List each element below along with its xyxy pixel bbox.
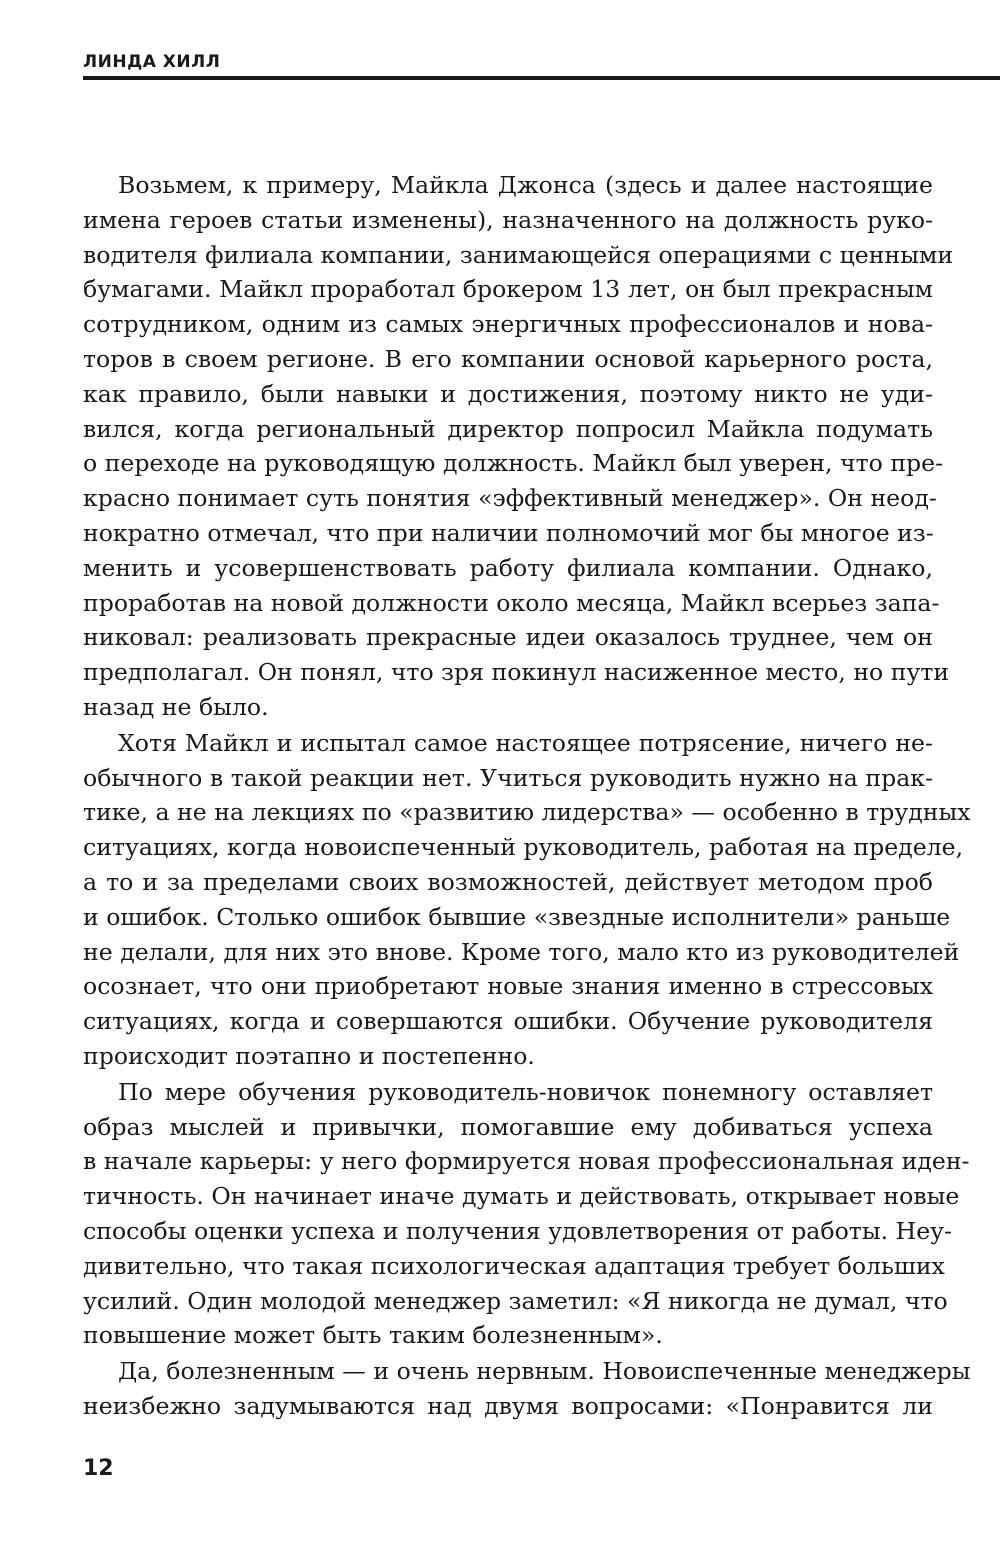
text-line: о переходе на руководящую должность. Майкл был уверен, что пре- [83, 449, 944, 478]
paragraph [83, 1354, 971, 1424]
text-line: тичность. Он начинает иначе думать и действовать, открывает новые [83, 1182, 960, 1211]
text-line: неизбежно задумываются над двумя вопросами: «Понравится ли [83, 1391, 933, 1420]
text-line: Хотя Майкл и испытал самое настоящее потрясение, ничего не- [118, 728, 933, 757]
text-line: Да, болезненным — и очень нервным. Новоиспеченные менеджеры [118, 1357, 971, 1386]
text-line: повышение может быть таким болезненным». [83, 1321, 663, 1350]
header-rule [83, 76, 1000, 80]
text-line: предполагал. Он понял, что зря покинул насиженное место, но пути [83, 658, 950, 687]
text-line: происходит поэтапно и постепенно. [83, 1041, 535, 1070]
text-line: водителя филиала компании, занимающейся операциями с ценными [83, 240, 954, 269]
page-number: 12 [83, 1456, 114, 1481]
text-line: никовал: реализовать прекрасные идеи оказалось труднее, чем он [83, 623, 933, 652]
running-head-author: ЛИНДА ХИЛЛ [83, 52, 221, 72]
paragraph [83, 168, 954, 725]
text-line: в начале карьеры: у него формируется новая профессиональная иден- [83, 1147, 970, 1176]
text-line: торов в своем регионе. В его компании основой карьерного роста, [83, 344, 933, 373]
text-line: как правило, были навыки и достижения, поэтому никто не уди- [83, 379, 933, 408]
text-line: вился, когда региональный директор попросил Майкла подумать [83, 414, 933, 443]
text-line: а то и за пределами своих возможностей, действует методом проб [83, 867, 933, 896]
body-text [83, 168, 971, 1424]
text-line: назад не было. [83, 692, 269, 721]
paragraph [83, 1075, 970, 1353]
text-line: менить и усовершенствовать работу филиала компании. Однако, [83, 553, 933, 582]
text-line: По мере обучения руководитель-новичок понемногу оставляет [118, 1077, 933, 1106]
text-line: нократно отмечал, что при наличии полномочий мог бы многое из- [83, 518, 934, 547]
text-line: сотрудником, одним из самых энергичных профессионалов и нова- [83, 310, 933, 339]
text-line: усилий. Один молодой менеджер заметил: «Я никогда не думал, что [83, 1286, 948, 1315]
text-line: бумагами. Майкл проработал брокером 13 лет, он был прекрасным [83, 275, 933, 304]
text-line: Возьмем, к примеру, Майкла Джонса (здесь и далее настоящие [118, 171, 933, 199]
paragraph [83, 726, 971, 1074]
text-line: красно понимает суть понятия «эффективный менеджер». Он неод- [83, 484, 937, 513]
text-line: дивительно, что такая психологическая адаптация требует больших [83, 1251, 945, 1280]
text-line: ситуациях, когда и совершаются ошибки. Обучение руководителя [83, 1007, 933, 1036]
text-line: не делали, для них это внове. Кроме того, мало кто из руководителей [83, 937, 960, 966]
text-line: имена героев статьи изменены), назначенного на должность руко- [83, 205, 933, 234]
text-line: и ошибок. Столько ошибок бывшие «звездные исполнители» раньше [83, 902, 951, 931]
text-line: обычного в такой реакции нет. Учиться руководить нужно на прак- [83, 763, 933, 792]
text-line: ситуациях, когда новоиспеченный руководитель, работая на пределе, [83, 833, 964, 862]
text-line: образ мыслей и привычки, помогавшие ему добиваться успеха [83, 1112, 933, 1141]
text-line: способы оценки успеха и получения удовлетворения от работы. Неу- [83, 1216, 953, 1245]
text-line: проработав на новой должности около месяца, Майкл всерьез запа- [83, 588, 940, 617]
text-line: тике, а не на лекциях по «развитию лидерства» — особенно в трудных [83, 798, 971, 827]
text-line: осознает, что они приобретают новые знания именно в стрессовых [83, 972, 933, 1001]
